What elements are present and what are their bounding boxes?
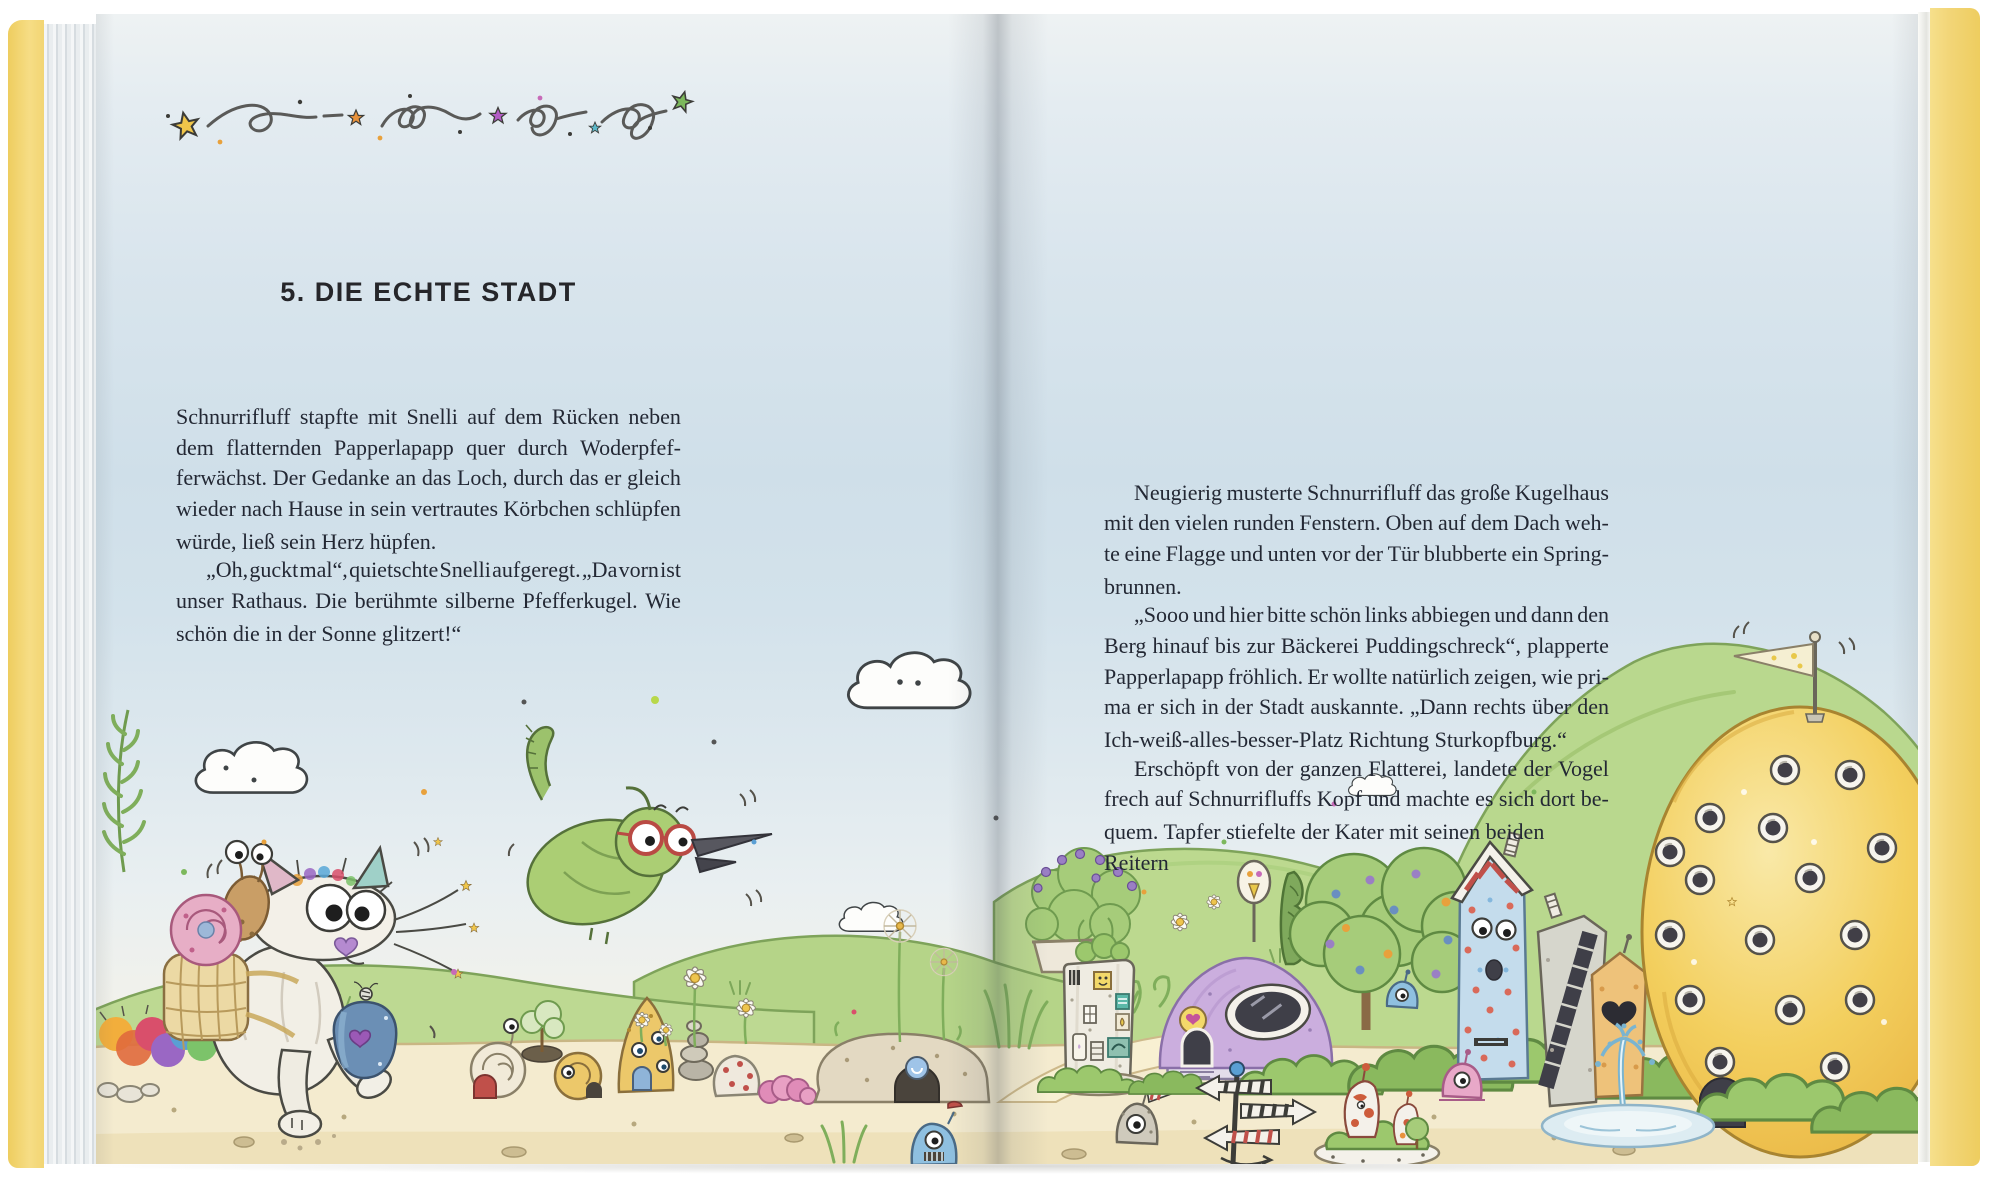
- text-line: frech auf Schnurrifluffs Kopf und machte es sich dort be-: [1104, 786, 1609, 812]
- text-line: unser Rathaus. Die berühmte silberne Pfefferkugel. Wie: [176, 588, 681, 614]
- text-line: würde, ließ sein Herz hüpfen.: [176, 528, 437, 554]
- text-line: quem. Tapfer stiefelte der Kater mit seinen beiden Reitern: [1104, 819, 1545, 875]
- right-page-text: [1104, 479, 1609, 875]
- paragraph: [1104, 480, 1609, 603]
- paragraph: [176, 557, 681, 649]
- cloud-with-face: [848, 653, 970, 708]
- blue-suitcase: [334, 1002, 396, 1078]
- text-line: ferwächst. Der Gedanke an das Loch, durch das er gleich: [176, 465, 681, 491]
- cloud: [196, 742, 307, 792]
- chapter-title: 5. DIE ECHTE STADT: [280, 277, 577, 307]
- text-line: Erschöpft von der ganzen Flatterei, landete der Vogel: [1134, 755, 1609, 781]
- text-line: ma er sich in der Stadt auskannte. „Dann rechts über den: [1104, 694, 1609, 720]
- text-line: Papperlapapp fröhlich. Er wollte natürlich zeigen, wie pri-: [1104, 663, 1609, 689]
- paragraph: [176, 404, 681, 557]
- squiggle-line: [208, 105, 666, 139]
- dome-door: [1182, 1029, 1212, 1066]
- bird-papperlapapp: [509, 725, 772, 944]
- page-stack-left: [44, 24, 96, 1164]
- text-line: „Sooo und hier bitte schön links abbiegen und dann den: [1134, 602, 1609, 628]
- text-line: „Oh, guckt mal“, quietschte Snelli aufgeregt. „Da vorn ist: [206, 557, 681, 583]
- text-line: Schnurrifluff stapfte mit Snelli auf dem Rücken neben: [176, 404, 681, 429]
- book-pages: [96, 14, 1918, 1164]
- text-line: Berg hinauf bis zur Bäckerei Puddingschreck“, plapperte: [1104, 632, 1609, 658]
- wheat-stalk: [104, 710, 144, 872]
- text-line: te eine Flagge und unten vor der Tür blubberte ein Spring-: [1104, 540, 1609, 566]
- paragraph: [1104, 755, 1609, 875]
- book-cover-edge-left: [8, 20, 44, 1168]
- cat-ear-right: [354, 848, 388, 888]
- ornament-stars: [171, 89, 695, 139]
- small-cloud: [839, 902, 902, 931]
- text-line: wieder nach Hause in sein vertrautes Körbchen schlüpfen: [176, 496, 681, 522]
- text-line: dem flatternden Papperlapapp quer durch Woderpfef-: [176, 434, 681, 460]
- bird-beak: [692, 834, 772, 856]
- text-line: mit den vielen runden Fenstern. Oben auf dem Dach weh-: [1104, 510, 1609, 536]
- text-line: Ich-weiß-alles-besser-Platz Richtung Sturkopfburg.“: [1104, 727, 1567, 752]
- paragraph: [1104, 602, 1609, 755]
- cat-eyes: [307, 885, 385, 931]
- ornament-dots: [166, 94, 652, 144]
- snail-house-yellow: [555, 1053, 602, 1099]
- page-stack-right: [1918, 12, 1930, 1162]
- text-line: brunnen.: [1104, 573, 1182, 599]
- book-cover-edge-right: [1930, 8, 1980, 1166]
- text-line: Neugierig musterte Schnurrifluff das große Kugelhaus: [1134, 479, 1609, 505]
- chapter-ornament: [150, 86, 695, 158]
- left-page-text: [176, 404, 681, 650]
- text-line: schön die in der Sonne glitzert!“: [176, 620, 462, 646]
- snail-snelli: [171, 841, 275, 965]
